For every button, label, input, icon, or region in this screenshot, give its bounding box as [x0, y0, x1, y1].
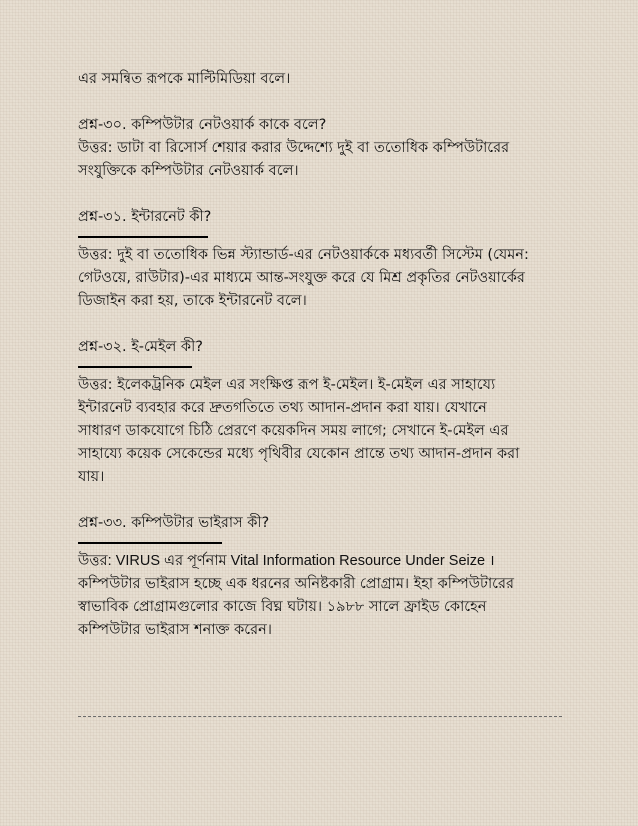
question-31-heading: প্রশ্ন-৩১. ইন্টারনেট কী?	[78, 209, 212, 225]
answer-32-line-4: সাহায্যে কয়েক সেকেন্ডের মধ্যে পৃথিবীর যেকোন প্রান্তে তথ্য আদান-প্রদান করা	[78, 446, 520, 462]
answer-33-line-2: কম্পিউটার ভাইরাস হচ্ছে এক ধরনের অনিষ্টকারী প্রোগ্রাম। ইহা কম্পিউটারের	[78, 576, 514, 592]
question-31-underline	[78, 236, 208, 238]
question-33-underline	[78, 542, 222, 544]
answer-33-line-4: কম্পিউটার ভাইরাস শনাক্ত করেন।	[78, 622, 272, 638]
page-end-dashed-divider	[78, 716, 562, 717]
intro-line: এর সমন্বিত রূপকে মাল্টিমিডিয়া বলে।	[78, 71, 291, 87]
question-30-heading: প্রশ্ন-৩০. কম্পিউটার নেটওয়ার্ক কাকে বলে?	[78, 117, 327, 133]
document-page	[78, 68, 568, 642]
answer-30-line-1: উত্তর: ডাটা বা রিসোর্স শেয়ার করার উদ্দেশ্যে দুই বা ততোধিক কম্পিউটারের	[78, 140, 510, 156]
question-32-heading: প্রশ্ন-৩২. ই-মেইল কী?	[78, 339, 203, 355]
answer-32-line-1: উত্তর: ইলেকট্রনিক মেইল এর সংক্ষিপ্ত রূপ ই-মেইল। ই-মেইল এর সাহায্যে	[78, 377, 496, 393]
spacer	[78, 489, 568, 512]
answer-31-line-3: ডিজাইন করা হয়, তাকে ইন্টারনেট বলে।	[78, 293, 307, 309]
answer-32-line-3: সাধারণ ডাকযোগে চিঠি প্রেরণে কয়েকদিন সময় লাগে; সেখানে ই-মেইল এর	[78, 423, 509, 439]
answer-31-line-1: উত্তর: দুই বা ততোধিক ভিন্ন স্ট্যান্ডার্ড-এর নেটওয়ার্ককে মধ্যবর্তী সিস্টেম (যেমন:	[78, 247, 529, 263]
spacer	[78, 91, 568, 114]
spacer	[78, 183, 568, 206]
spacer	[78, 313, 568, 336]
question-32-underline	[78, 366, 192, 368]
answer-32-line-5: যায়।	[78, 469, 105, 485]
answer-33-line-1: উত্তর: VIRUS এর পূর্ণনাম Vital Information Resource Under Seize ।	[78, 553, 495, 569]
answer-33-line-3: স্বাভাবিক প্রোগ্রামগুলোর কাজে বিঘ্ন ঘটায়। ১৯৮৮ সালে ফ্রাইড কোহেন	[78, 599, 487, 615]
answer-31-line-2: গেটওয়ে, রাউটার)-এর মাধ্যমে আন্ত-সংযুক্ত করে যে মিশ্র প্রকৃতির নেটওয়ার্কের	[78, 270, 525, 286]
question-33-heading: প্রশ্ন-৩৩. কম্পিউটার ভাইরাস কী?	[78, 515, 270, 531]
answer-32-line-2: ইন্টারনেট ব্যবহার করে দ্রুতগতিতে তথ্য আদান-প্রদান করা যায়। যেখানে	[78, 400, 487, 416]
answer-30-line-2: সংযুক্তিকে কম্পিউটার নেটওয়ার্ক বলে।	[78, 163, 299, 179]
